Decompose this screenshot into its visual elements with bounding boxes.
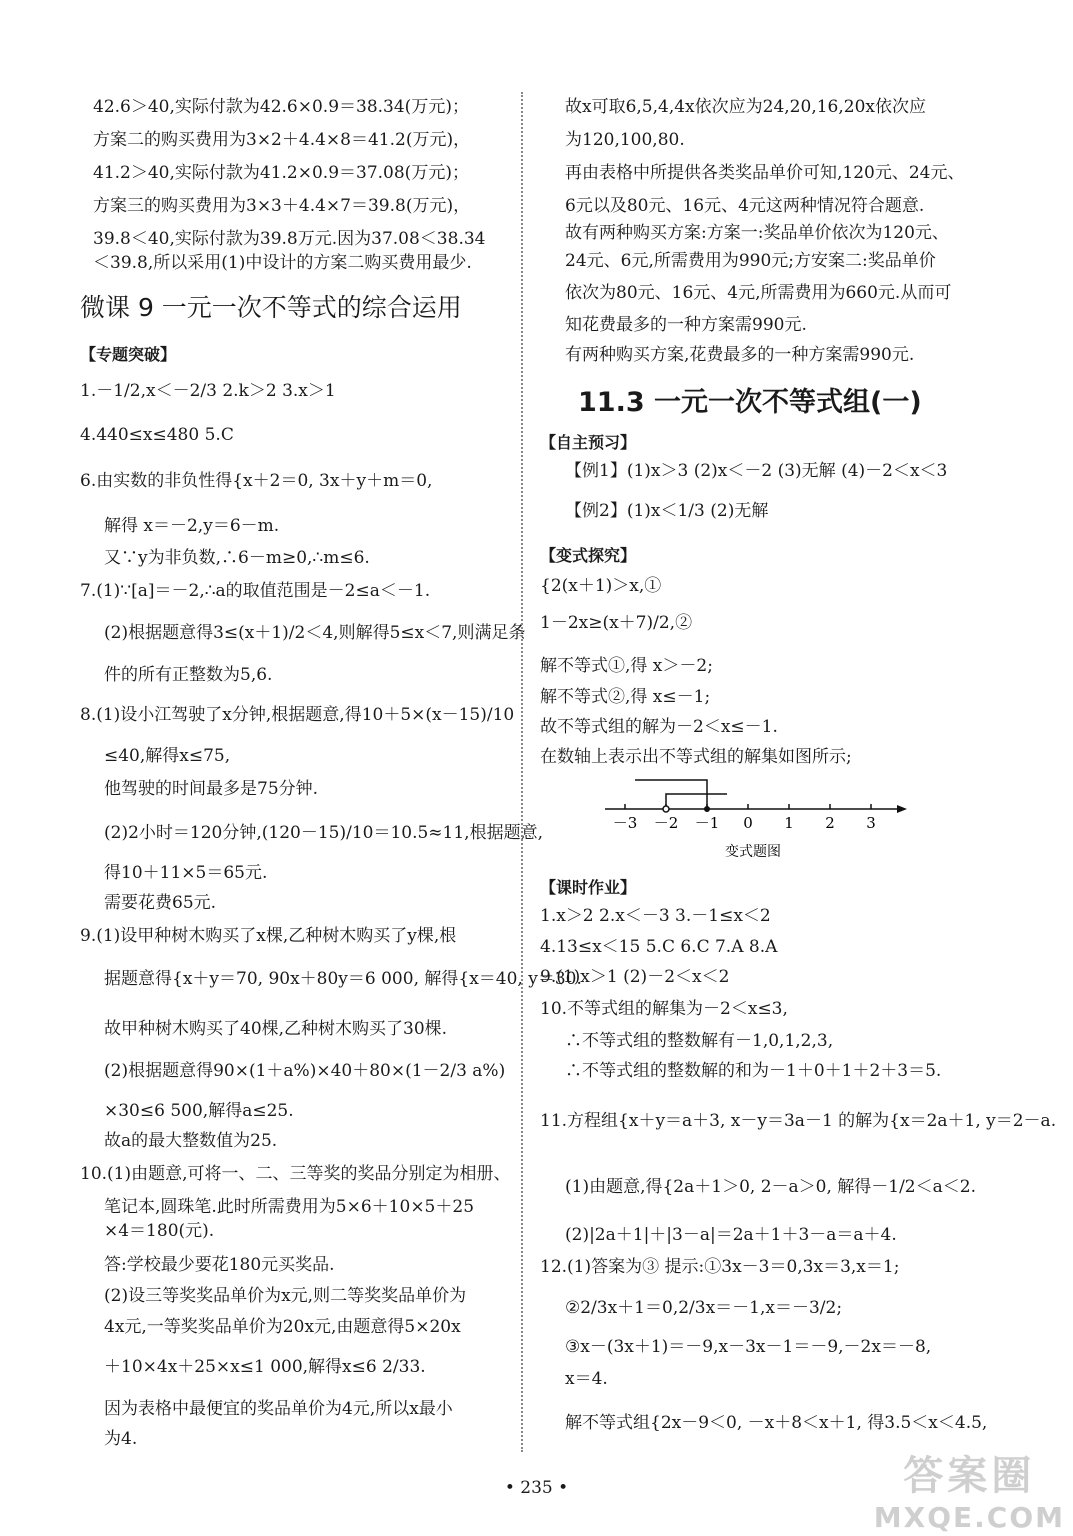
text-line: 知花费最多的一种方案需990元. [565,315,807,335]
text-line: 11.方程组{x＋y＝a＋3, x－y＝3a－1 的解为{x＝2a＋1, y＝2－a. [540,1111,1057,1131]
lesson-title: 微课 9 一元一次不等式的综合运用 [80,293,462,322]
text-line: 42.6＞40,实际付款为42.6×0.9＝38.34(万元)； [93,97,469,117]
closed-point [704,806,710,812]
text-line: 解得 x＝－2,y＝6－m. [104,516,280,536]
text-line: (2)根据题意得90×(1＋a%)×40＋80×(1－2/3 a%) [104,1061,506,1081]
text-line: ＜39.8,所以采用(1)中设计的方案二购买费用最少. [93,253,472,273]
text-line: 4.13≤x＜15 5.C 6.C 7.A 8.A [540,937,778,957]
watermark-top: 答案圈 [903,1453,1036,1499]
text-line: x＝4. [565,1369,608,1389]
text-line: 41.2＞40,实际付款为41.2×0.9＝37.08(万元)； [93,163,469,183]
text-line: 12.(1)答案为③ 提示:①3x－3＝0,3x＝3,x＝1; [540,1257,900,1277]
watermark [874,1444,1065,1534]
section-heading: 【变式探究】 [540,546,637,565]
axis-arrow [897,805,907,813]
text-line: 24元、6元,所需费用为990元;方安案二:奖品单价 [565,251,936,271]
text-line: ∴不等式组的整数解的和为－1＋0＋1＋2＋3＝5. [565,1061,942,1081]
text-line: 6元以及80元、16元、4元这两种情况符合题意. [565,196,925,216]
text-line: (2)设三等奖奖品单价为x元,则二等奖奖品单价为 [104,1286,467,1306]
text-line: 依次为80元、16元、4元,所需费用为660元.从而可 [565,283,952,303]
watermark-bottom: MXQE.COM [873,1501,1065,1534]
open-point [663,806,669,812]
text-line: 9.(1)x＞1 (2)－2＜x＜2 [540,967,730,987]
text-line: 件的所有正整数为5,6. [104,665,273,685]
tick-label: －1 [694,814,720,832]
tick-label: －3 [612,814,638,832]
text-line: {2(x＋1)＞x,① [540,576,662,596]
text-line: 7.(1)∵[a]＝－2,∴a的取值范围是－2≤a＜－1. [80,581,431,601]
text-line: ∴不等式组的整数解有－1,0,1,2,3, [565,1031,834,1051]
tick-label: －2 [653,814,679,832]
text-line: (1)由题意,得{2a＋1＞0, 2－a＞0, 解得－1/2＜a＜2. [565,1177,976,1197]
text-line: 因为表格中最便宜的奖品单价为4元,所以x最小 [104,1399,453,1419]
text-line: (2)|2a＋1|＋|3－a|＝2a＋1＋3－a＝a＋4. [565,1225,897,1245]
text-line: 方案二的购买费用为3×2＋4.4×8＝41.2(万元)， [93,130,471,150]
text-line: 故有两种购买方案:方案一:奖品单价依次为120元、 [565,223,949,243]
text-line: 方案三的购买费用为3×3＋4.4×7＝39.8(万元)， [93,196,471,216]
figure-caption: 变式题图 [725,844,781,860]
text-line: 他驾驶的时间最多是75分钟. [104,779,319,799]
text-line: 1.x＞2 2.x＜－3 3.－1≤x＜2 [540,906,771,926]
text-line: ×4＝180(元). [104,1221,215,1241]
section-heading: 【专题突破】 [80,345,177,364]
text-line: 10.(1)由题意,可将一、二、三等奖的奖品分别定为相册、 [80,1164,511,1184]
text-line: 8.(1)设小江驾驶了x分钟,根据题意,得10＋5×(x－15)/10 [80,705,515,725]
text-line: 解不等式组{2x－9＜0, －x＋8＜x＋1, 得3.5＜x＜4.5, [565,1413,988,1433]
tick-label: 1 [784,814,794,832]
text-line: (2)2小时＝120分钟,(120－15)/10＝10.5≈11,根据题意, [104,823,543,843]
text-line: 解不等式①,得 x＞－2; [540,656,713,676]
number-line-figure [595,770,915,860]
text-line: ×30≤6 500,解得a≤25. [104,1101,294,1121]
text-line: 故a的最大整数值为25. [104,1131,278,1151]
text-line: 故x可取6,5,4,4x依次应为24,20,16,20x依次应 [565,97,926,117]
text-line: 1－2x≥(x＋7)/2,② [540,613,693,633]
text-line: 10.不等式组的解集为－2＜x≤3, [540,999,788,1019]
section-heading: 【课时作业】 [540,878,637,897]
text-line: 笔记本,圆珠笔.此时所需费用为5×6＋10×5＋25 [104,1197,475,1217]
text-line: 6.由实数的非负性得{x＋2＝0, 3x＋y＋m＝0, [80,471,433,491]
tick-label: 2 [825,814,835,832]
text-line: 故不等式组的解为－2＜x≤－1. [540,717,778,737]
text-line: 4x元,一等奖奖品单价为20x元,由题意得5×20x [104,1317,461,1337]
text-line: 4.440≤x≤480 5.C [80,425,234,445]
solution-ray-1 [666,794,727,809]
section-heading: 【自主预习】 [540,433,637,452]
text-line: 为120,100,80. [565,130,685,150]
text-line: 为4. [104,1429,138,1449]
text-line: 解不等式②,得 x≤－1; [540,687,711,707]
text-line: 9.(1)设甲种树木购买了x棵,乙种树木购买了y棵,根 [80,926,457,946]
text-line: 需要花费65元. [104,893,217,913]
text-line: 39.8＜40,实际付款为39.8万元.因为37.08＜38.34 [93,229,486,249]
text-line: 得10＋11×5＝65元. [104,863,268,883]
text-line: ②2/3x＋1＝0,2/3x＝－1,x＝－3/2; [565,1298,843,1318]
text-line: 【例2】(1)x＜1/3 (2)无解 [565,501,769,521]
text-line: 1.－1/2,x＜－2/3 2.k＞2 3.x＞1 [80,381,336,401]
page-number: • 235 • [504,1478,569,1498]
column-divider [521,92,524,1452]
text-line: 有两种购买方案,花费最多的一种方案需990元. [565,345,915,365]
text-line: 在数轴上表示出不等式组的解集如图所示; [540,747,852,767]
text-line: 再由表格中所提供各类奖品单价可知,120元、24元、 [565,163,965,183]
text-line: ≤40,解得x≤75, [104,746,231,766]
tick-label: 3 [866,814,876,832]
tick-label: 0 [743,814,753,832]
text-line: 【例1】(1)x＞3 (2)x＜－2 (3)无解 (4)－2＜x＜3 [565,461,948,481]
text-line: ③x－(3x＋1)＝－9,x－3x－1＝－9,－2x＝－8, [565,1337,932,1357]
text-line: 据题意得{x＋y＝70, 90x＋80y＝6 000, 解得{x＝40, y＝30. [104,969,582,989]
text-line: ＋10×4x＋25×x≤1 000,解得x≤6 2/33. [104,1357,426,1377]
text-line: 答:学校最少要花180元买奖品. [104,1255,335,1275]
text-line: (2)根据题意得3≤(x＋1)/2＜4,则解得5≤x＜7,则满足条 [104,623,526,643]
section-title: 11.3 一元一次不等式组(一) [578,387,922,418]
text-line: 故甲种树木购买了40棵,乙种树木购买了30棵. [104,1019,448,1039]
text-line: 又∵y为非负数,∴6－m≥0,∴m≤6. [104,548,370,568]
